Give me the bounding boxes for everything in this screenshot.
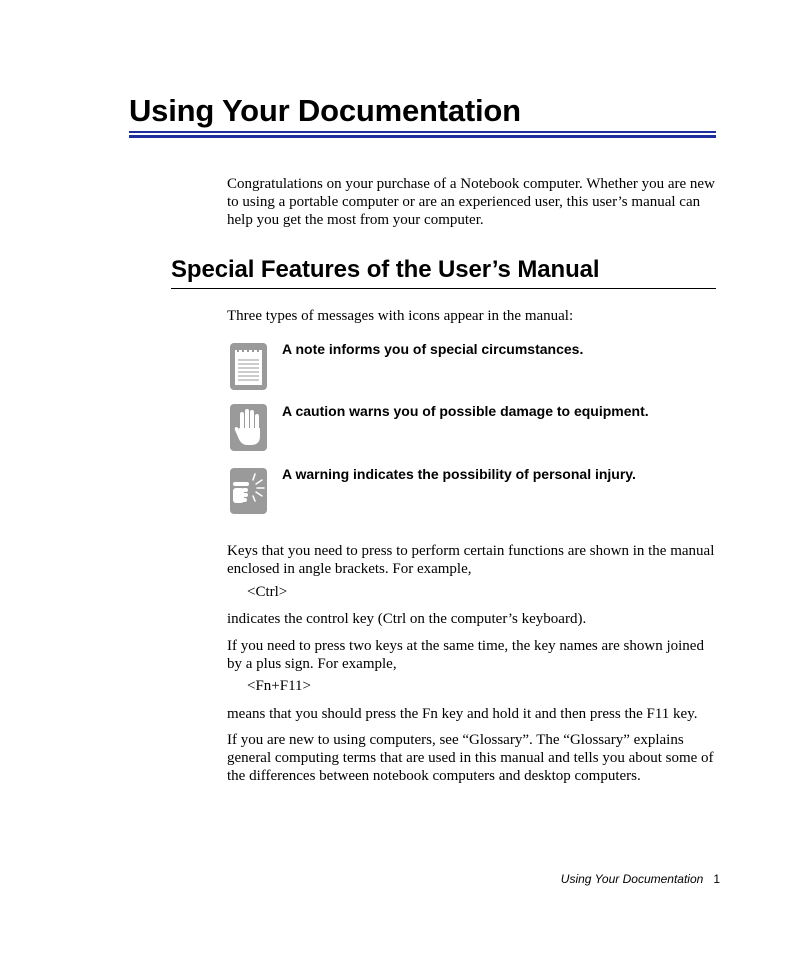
note-message-text: A note informs you of special circumstances. xyxy=(282,341,584,357)
fn-explanation: means that you should press the Fn key and hold it and then press the F11 key. xyxy=(227,706,698,722)
title-double-rule xyxy=(129,131,716,138)
warning-message-text: A warning indicates the possibility of personal injury. xyxy=(282,466,636,482)
footer-title: Using Your Documentation xyxy=(560,872,704,886)
keys-paragraph: Keys that you need to press to perform certain functions are shown in the manual enclosed in angle brackets. For example, xyxy=(227,543,715,577)
note-message-row xyxy=(229,341,719,391)
page-title: Using Your Documentation xyxy=(129,93,521,128)
page-footer xyxy=(400,872,720,887)
ctrl-key-example: <Ctrl> xyxy=(247,584,288,600)
section-rule xyxy=(171,288,716,289)
ctrl-explanation: indicates the control key (Ctrl on the computer’s keyboard). xyxy=(227,611,587,627)
fn-key-example: <Fn+F11> xyxy=(247,678,312,694)
pointing-finger-warning-icon xyxy=(229,466,269,516)
caution-message-row xyxy=(229,403,719,453)
two-keys-paragraph: If you need to press two keys at the same time, the key names are shown joined by a plus sign. For example, xyxy=(227,638,704,672)
glossary-paragraph: If you are new to using computers, see “Glossary”. The “Glossary” explains general computing terms that are used in this manual and tells you about some of the differences between notebook computers and desktop computers. xyxy=(227,732,714,784)
section-title: Special Features of the User’s Manual xyxy=(171,256,600,283)
intro-paragraph: Congratulations on your purchase of a Notebook computer. Whether you are new to using a portable computer or are an experienced user, this user’s manual can help you get the most from your computer. xyxy=(227,176,715,228)
message-types-paragraph: Three types of messages with icons appear in the manual: xyxy=(227,308,574,324)
caution-message-text: A caution warns you of possible damage to equipment. xyxy=(282,403,649,419)
note-pad-icon xyxy=(229,341,269,391)
page-number: 1 xyxy=(713,872,720,886)
raised-hand-icon xyxy=(229,403,269,453)
warning-message-row xyxy=(229,466,719,516)
